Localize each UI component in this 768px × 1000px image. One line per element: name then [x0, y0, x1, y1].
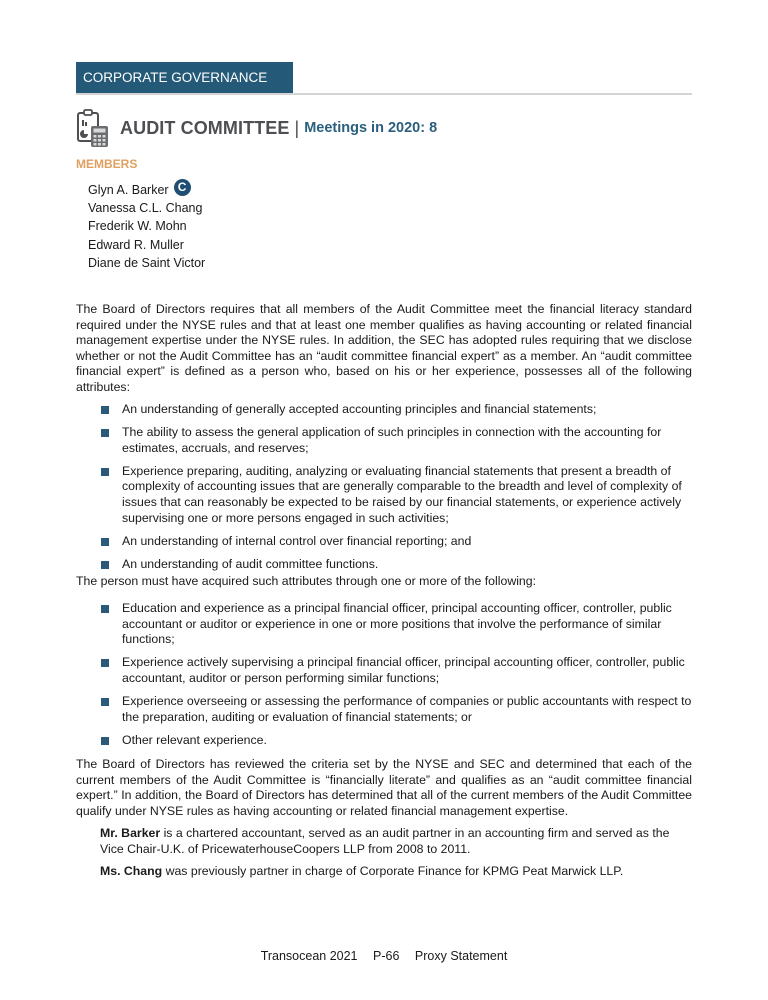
- acquired-intro: The person must have acquired such attributes through one or more of the following:: [76, 574, 537, 588]
- bio-name: Mr. Barker: [100, 826, 161, 840]
- attribute-item: [100, 464, 692, 526]
- square-bullet-icon: [101, 605, 109, 613]
- meetings-count: Meetings in 2020: 8: [304, 120, 438, 136]
- member-item: [88, 181, 205, 199]
- bio-text: was previously partner in charge of Corporate Finance for KPMG Peat Marwick LLP.: [162, 864, 624, 878]
- bio-barker: [100, 826, 692, 857]
- acquired-text: Experience overseeing or assessing the performance of companies or public accountants with respect to the preparation, auditing or evaluation of financial statements; or: [122, 693, 692, 724]
- attribute-text: The ability to assess the general application of such principles in connection with the accounting for estimates, accruals, and reserves;: [122, 425, 662, 455]
- square-bullet-icon: [101, 429, 109, 437]
- section-title: CORPORATE GOVERNANCE: [76, 62, 293, 93]
- member-item: [88, 199, 205, 217]
- page-footer: [0, 949, 768, 963]
- square-bullet-icon: [101, 698, 109, 706]
- bio-text: is a chartered accountant, served as an audit partner in an accounting firm and served as the Vice Chair-U.K. of PricewaterhouseCoopers LLP from 2008 to 2011.: [100, 826, 670, 856]
- acquired-item: [100, 694, 692, 725]
- attribute-text: An understanding of internal control over financial reporting; and: [122, 533, 472, 548]
- attribute-text: An understanding of generally accepted accounting principles and financial statements;: [122, 402, 597, 416]
- square-bullet-icon: [101, 406, 109, 414]
- footer-company: Transocean 2021: [260, 949, 358, 963]
- members-list: [88, 181, 205, 272]
- attribute-item: [100, 534, 692, 550]
- member-name: Edward R. Muller: [88, 237, 184, 252]
- square-bullet-icon: [101, 561, 109, 569]
- title-separator: |: [294, 117, 300, 138]
- attribute-item: [100, 425, 692, 456]
- acquired-text: Other relevant experience.: [122, 732, 267, 747]
- attribute-item: [100, 557, 692, 573]
- committee-heading: [76, 107, 437, 149]
- attribute-item: [100, 402, 692, 418]
- acquired-text: Education and experience as a principal financial officer, principal accounting officer, controller, public accountant or auditor or experience in one or more positions that involve the performance of similar functions;: [122, 601, 672, 647]
- bio-chang: [100, 864, 692, 880]
- committee-title: AUDIT COMMITTEE: [120, 117, 290, 138]
- acquired-text: Experience actively supervising a principal financial officer, principal accounting officer, controller, public accountant, auditor or person performing similar functions;: [122, 655, 685, 685]
- acquired-item: [100, 655, 692, 686]
- attribute-text: An understanding of audit committee functions.: [122, 556, 379, 571]
- member-name: Vanessa C.L. Chang: [88, 201, 203, 216]
- square-bullet-icon: [101, 737, 109, 745]
- acquired-list: [100, 601, 692, 756]
- member-name: Glyn A. Barker: [88, 183, 169, 197]
- footer-document: Proxy Statement: [414, 949, 508, 963]
- square-bullet-icon: [101, 659, 109, 667]
- bio-name: Ms. Chang: [100, 864, 163, 878]
- square-bullet-icon: [101, 468, 109, 476]
- attribute-text: Experience preparing, auditing, analyzing or evaluating financial statements that present a breadth of complexity of accounting issues that are generally comparable to the breadth and level of complexity of issues that can reasonably be expected to be raised by our financial statements, or experience actively supervising one or more persons engaged in such activities;: [122, 463, 682, 525]
- member-item: [88, 254, 205, 272]
- chair-badge-icon: C: [174, 179, 191, 196]
- section-header: [76, 62, 692, 94]
- intro-paragraph: The Board of Directors requires that all members of the Audit Committee meet the financial literacy standard required under the NYSE rules and that at least one member qualifies as having accounting or related financial management expertise under the NYSE rules. In addition, the SEC has adopted rules requiring that we disclose whether or not the Audit Committee has an “audit committee financial expert” as a member. An “audit committee financial expert” is defined as a person who, based on his or her experience, possesses all of the following attributes:: [76, 302, 692, 394]
- clipboard-calculator-icon: [76, 108, 110, 148]
- member-name: Frederik W. Mohn: [88, 219, 187, 234]
- member-name: Diane de Saint Victor: [88, 255, 206, 270]
- section-divider: [76, 93, 692, 95]
- conclusion-paragraph: The Board of Directors has reviewed the criteria set by the NYSE and SEC and determined that each of the current members of the Audit Committee is “financially literate” and qualifies as an “audit committee financial expert.” In addition, the Board of Directors has determined that all of the current members of the Audit Committee qualify under NYSE rules as having accounting or related financial management expertise.: [76, 757, 692, 818]
- square-bullet-icon: [101, 538, 109, 546]
- acquired-item: [100, 601, 692, 648]
- member-item: [88, 236, 205, 254]
- footer-page-number: P-66: [373, 949, 400, 963]
- members-label: MEMBERS: [76, 157, 138, 171]
- attributes-list: [100, 402, 692, 580]
- member-item: [88, 217, 205, 235]
- acquired-item: [100, 733, 692, 749]
